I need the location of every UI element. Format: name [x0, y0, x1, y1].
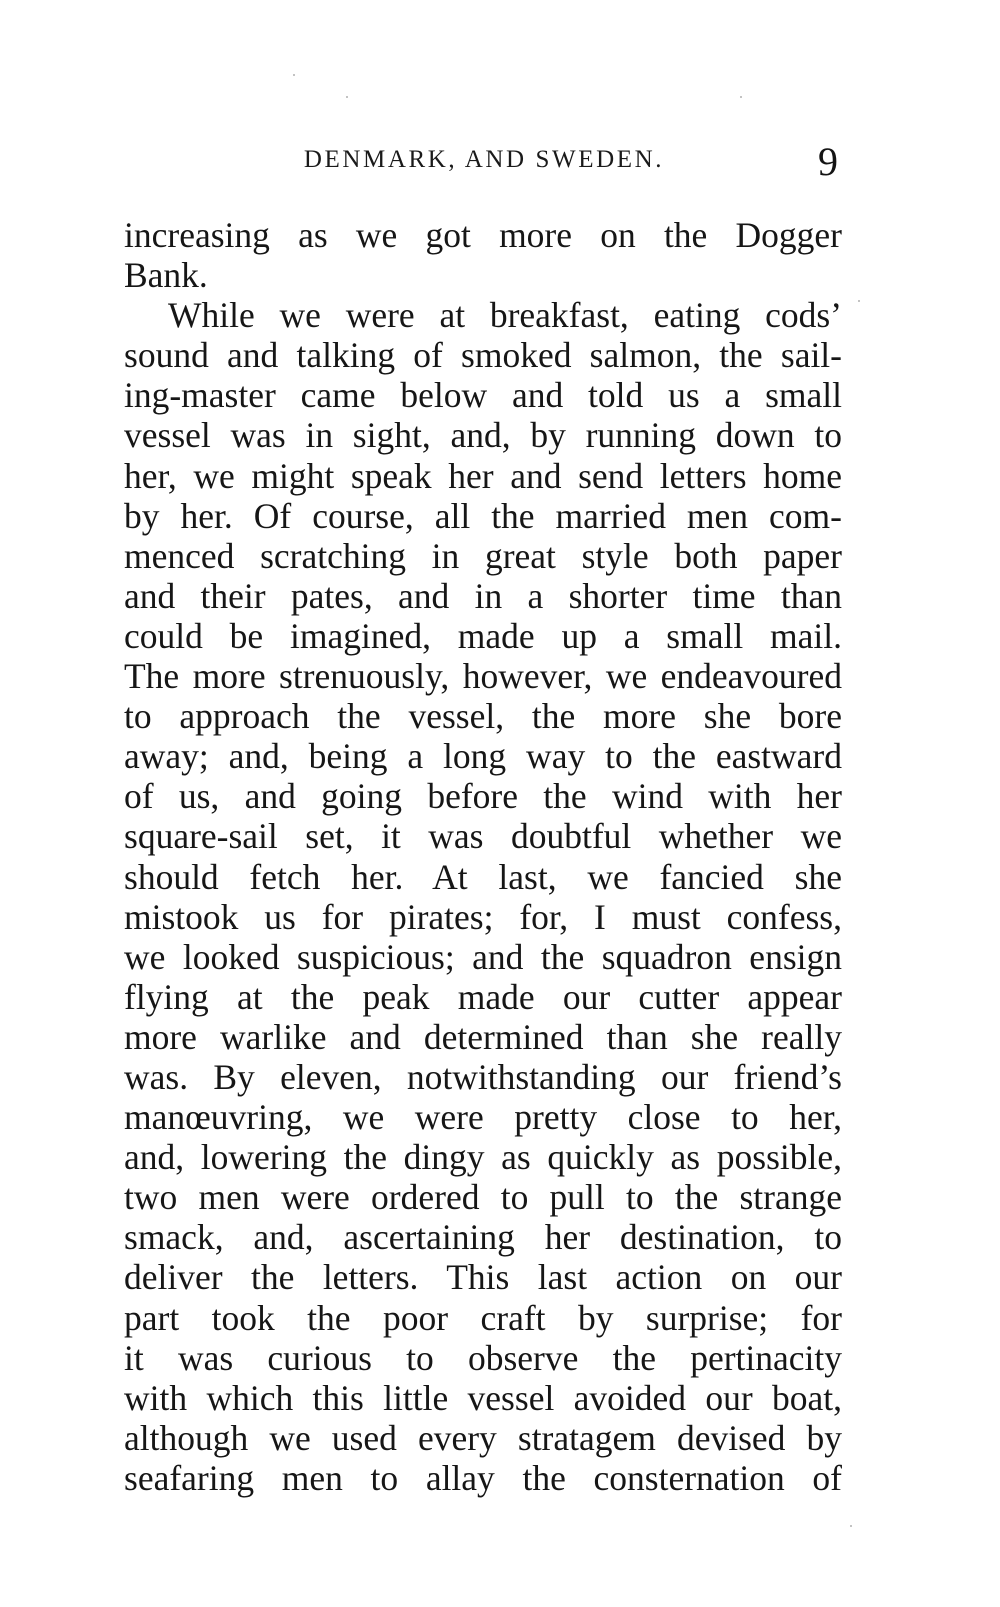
text-line: While we were at breakfast, eating cods’	[168, 295, 842, 336]
text-line: sound and talking of smoked salmon, the sail-	[124, 335, 842, 376]
text-line: of us, and going before the wind with her	[124, 776, 842, 817]
text-line: although we used every stratagem devised by	[124, 1417, 842, 1458]
text-line: was. By eleven, notwithstanding our friend’s	[124, 1056, 842, 1097]
text-line: by her. Of course, all the married men com-	[124, 495, 842, 536]
text-line: more warlike and determined than she really	[124, 1016, 842, 1057]
text-line: could be imagined, made up a small mail.	[124, 615, 842, 656]
text-line: away; and, being a long way to the eastward	[124, 736, 842, 777]
text-line: deliver the letters. This last action on our	[124, 1257, 842, 1298]
text-line: square-sail set, it was doubtful whether we	[124, 816, 842, 857]
body-text	[124, 215, 842, 1498]
text-line: menced scratching in great style both paper	[124, 535, 842, 576]
text-line: vessel was in sight, and, by running down to	[124, 415, 842, 456]
running-head	[126, 138, 842, 184]
running-title: DENMARK, AND SWEDEN.	[303, 146, 665, 173]
paper-speck	[740, 96, 742, 98]
text-line: increasing as we got more on the Dogger	[124, 215, 842, 255]
text-line: we looked suspicious; and the squadron ensign	[124, 936, 842, 977]
text-line: flying at the peak made our cutter appear	[124, 976, 842, 1017]
paper-speck	[346, 96, 348, 98]
paper-speck	[858, 300, 860, 302]
text-line: and their pates, and in a shorter time than	[124, 575, 842, 616]
text-line: manœuvring, we were pretty close to her,	[124, 1097, 842, 1138]
text-line: her, we might speak her and send letters home	[124, 455, 842, 496]
text-line: to approach the vessel, the more she bore	[124, 696, 842, 737]
text-line: smack, and, ascertaining her destination, to	[124, 1217, 842, 1258]
page-number: 9	[818, 139, 838, 184]
text-line: ing-master came below and told us a small	[124, 375, 842, 416]
text-line: part took the poor craft by surprise; for	[124, 1297, 842, 1338]
text-line: Bank.	[124, 255, 208, 296]
paper-speck	[850, 1525, 852, 1527]
paper-speck	[293, 74, 295, 76]
text-line: The more strenuously, however, we endeavoured	[124, 656, 842, 697]
text-line: two men were ordered to pull to the strange	[124, 1177, 842, 1218]
text-line: seafaring men to allay the consternation of	[124, 1457, 842, 1498]
text-line: and, lowering the dingy as quickly as possible,	[124, 1137, 842, 1178]
text-line: it was curious to observe the pertinacity	[124, 1337, 842, 1378]
text-line: with which this little vessel avoided our boat,	[124, 1377, 842, 1418]
text-line: should fetch her. At last, we fancied she	[124, 856, 842, 897]
text-line: mistook us for pirates; for, I must confess,	[124, 896, 842, 937]
